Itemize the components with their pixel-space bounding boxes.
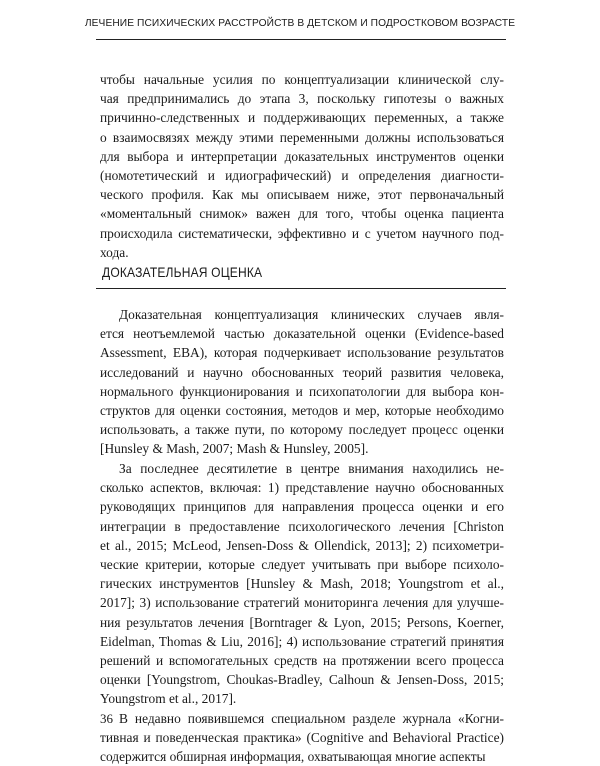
text-line: «моментальный снимок» важен для того, чтобы оценка пациента — [100, 206, 504, 222]
intro-paragraph — [100, 70, 504, 262]
text-line: тивная и поведенческая практика» (Cognitive and Behavioral Practice) — [100, 729, 504, 745]
text-line: хода. — [100, 244, 129, 260]
text-line: причинно-следственных и поддерживающих переменных, а также — [100, 110, 504, 126]
text-line: использовать, а также пути, по которому последует процесс оценки — [100, 422, 504, 438]
body-paragraph-3 — [100, 709, 504, 766]
body-paragraph-2 — [100, 459, 504, 708]
text-line: оценки [Youngstrom, Choukas-Bradley, Calhoun & Jensen-Doss, 2015; — [100, 672, 504, 688]
text-line: ческого профиля. Как мы описываем ниже, этот первоначальный — [100, 187, 504, 203]
text-line: исследований и научно обоснованных теорий развития человека, — [100, 364, 504, 380]
text-line: сколько аспектов, включая: 1) представление научно обоснованных — [100, 480, 504, 496]
body-paragraph-1 — [100, 305, 504, 459]
text-line: Eidelman, Thomas & Liu, 2016]; 4) использование стратегий принятия — [100, 633, 504, 649]
text-line: Youngstrom et al., 2017]. — [100, 691, 237, 707]
text-line: За последнее десятилетие в центре внимания находились не- — [119, 461, 504, 476]
text-line: о взаимосвязях между этими переменными должны использоваться — [100, 129, 504, 145]
text-line: et al., 2015; McLeod, Jensen-Doss & Ollendick, 2013]; 2) психометри- — [100, 537, 504, 553]
text-line: (номотетический и идиографический) и определения диагности- — [100, 167, 504, 183]
text-line: для выбора и интерпретации доказательных инструментов оценки — [100, 148, 504, 164]
header-rule — [96, 39, 506, 40]
text-line: решений и вспомогательных средств на протяжении всего процесса — [100, 652, 504, 668]
text-line: нормального функционирования и психопатологии для выбора кон- — [100, 383, 504, 399]
text-line: происходила систематически, эффективно и с учетом научного под- — [100, 225, 504, 241]
text-line: интеграции в предоставление психологического лечения [Christon — [100, 518, 504, 534]
text-line: Доказательная концептуализация клинических случаев явля- — [119, 307, 504, 322]
text-line: ческие критерии, которые следует учитывать при выборе психоло- — [100, 556, 504, 572]
running-header: ЛЕЧЕНИЕ ПСИХИЧЕСКИХ РАССТРОЙСТВ В ДЕТСКОМ И ПОДРОСТКОВОМ ВОЗРАСТЕ — [84, 18, 516, 29]
text-line: содержится обширная информация, охватывающая многие аспекты — [100, 748, 486, 764]
text-line: ния результатов лечения [Borntrager & Lyon, 2015; Persons, Koerner, — [100, 614, 504, 630]
section-heading: ДОКАЗАТЕЛЬНАЯ ОЦЕНКА — [102, 264, 263, 280]
heading-rule — [96, 288, 506, 289]
text-line: гических инструментов [Hunsley & Mash, 2018; Youngstrom et al., — [100, 576, 504, 592]
text-line: чтобы начальные усилия по концептуализации клинической слу- — [100, 72, 504, 87]
text-line: чая предпринимались до этапа 3, поскольку гипотезы о важных — [100, 91, 504, 107]
text-line: руководящих принципов для направления процесса оценки и его — [100, 499, 504, 515]
page-number: 36 — [100, 711, 113, 726]
text-line: [Hunsley & Mash, 2007; Mash & Hunsley, 2005]. — [100, 441, 369, 457]
text-line: ется неотъемлемой частью доказательной оценки (Evidence-based — [100, 326, 504, 342]
text-line: Assessment, EBA), которая подчеркивает использование результатов — [100, 345, 504, 361]
text-line: структов для оценки состояния, методов и мер, которые необходимо — [100, 402, 504, 418]
text-line: 2017]; 3) использование стратегий мониторинга лечения для улучше- — [100, 595, 504, 611]
text-line: В недавно появившемся специальном разделе журнала «Когни- — [119, 710, 504, 726]
